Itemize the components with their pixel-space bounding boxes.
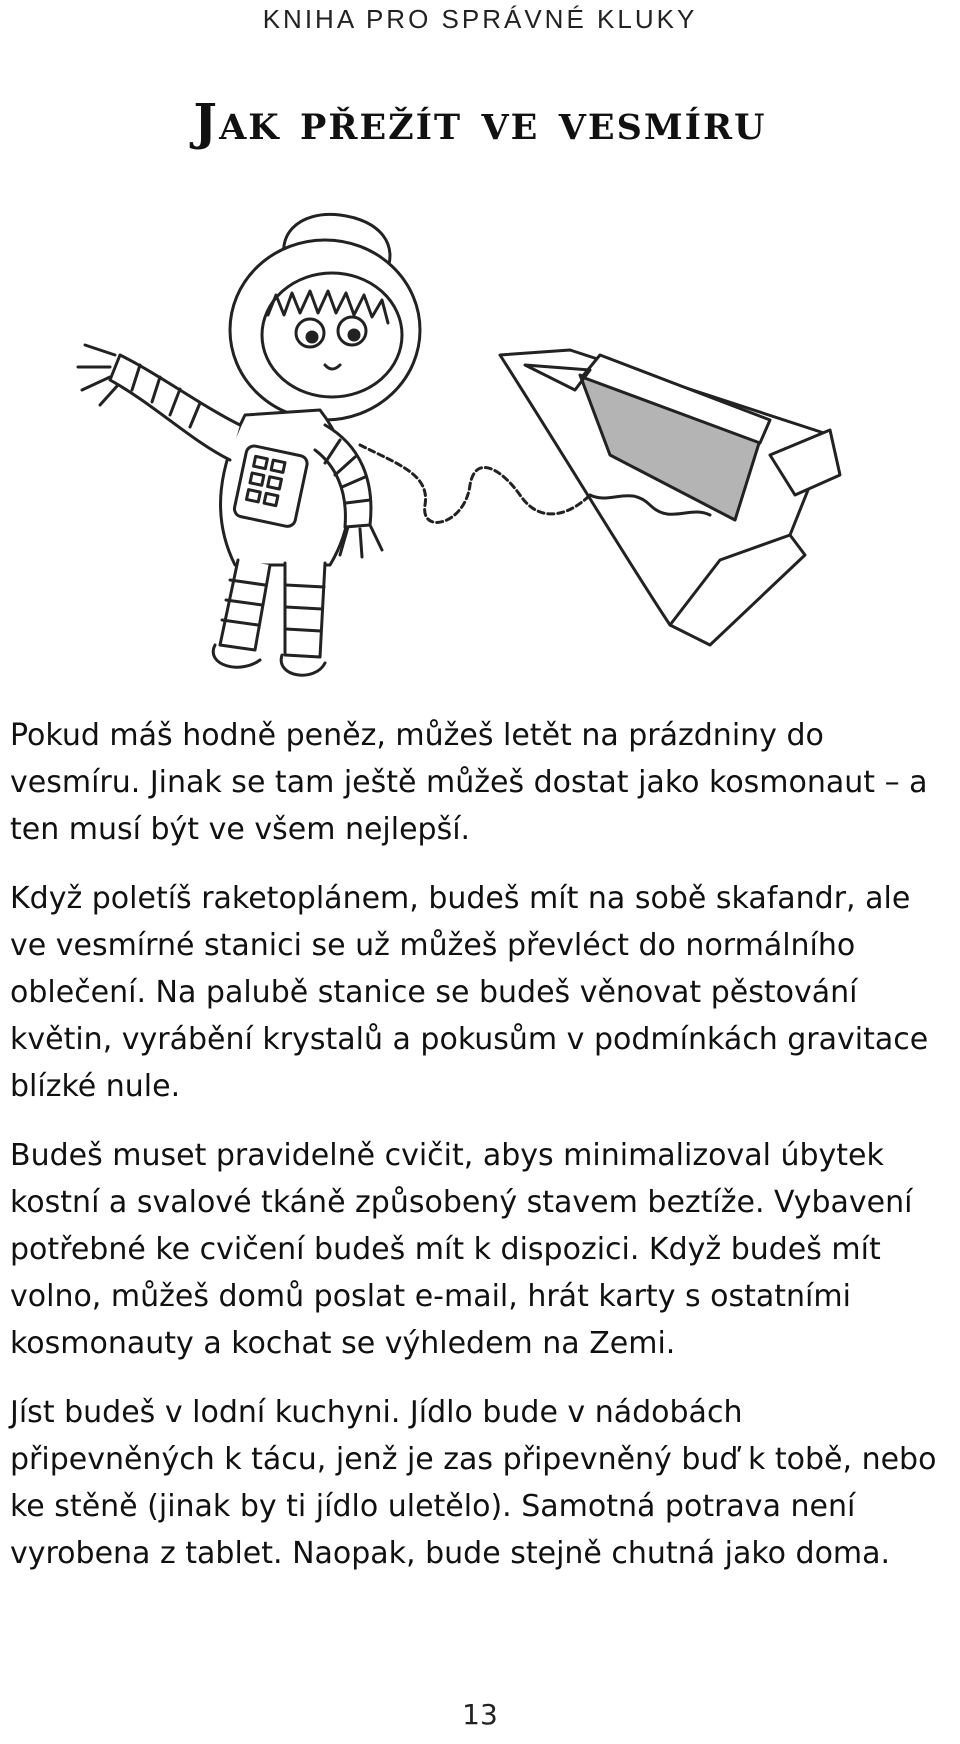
left-arm: [110, 355, 240, 460]
paragraph: Pokud máš hodně peněz, můžeš letět na prázdniny do vesmíru. Jinak se tam ještě můžeš dostat jako kosmonaut – a ten musí být ve všem nejlepší.: [10, 718, 928, 847]
page-title: Jak přežít ve vesmíru: [193, 92, 767, 151]
tether-cable: [360, 445, 590, 522]
paragraph: Když poletíš raketoplánem, budeš mít na sobě skafandr, ale ve vesmírné stanici se už můžeš převléct do normálního oblečení. Na palubě stanice se budeš věnovat pěstování květin, vyrábění krystalů a pokusům v podmínkách gravitace blízké nule.: [10, 881, 929, 1104]
right-glove: [340, 525, 382, 557]
paragraph: Jíst budeš v lodní kuchyni. Jídlo bude v nádobách připevněných k tácu, jenž je zas připevněný buď k tobě, nebo ke stěně (jinak by ti jídlo uletělo). Samotná potrava není vyrobena z tablet. Naopak, bude stejně chutná jako doma.: [10, 1395, 937, 1571]
article-body: [10, 712, 955, 1599]
astronaut-shuttle-illustration: [70, 205, 900, 685]
page-number: 13: [462, 1698, 498, 1731]
running-head: KNIHA PRO SPRÁVNÉ KLUKY: [262, 4, 698, 34]
paragraph: Budeš muset pravidelně cvičit, abys minimalizoval úbytek kostní a svalové tkáně způsobený stavem beztíže. Vybavení potřebné ke cvičení budeš mít k dispozici. Když budeš mít volno, můžeš domů poslat e-mail, hrát karty s ostatními kosmonauty a kochat se výhledem na Zemi.: [10, 1138, 913, 1361]
